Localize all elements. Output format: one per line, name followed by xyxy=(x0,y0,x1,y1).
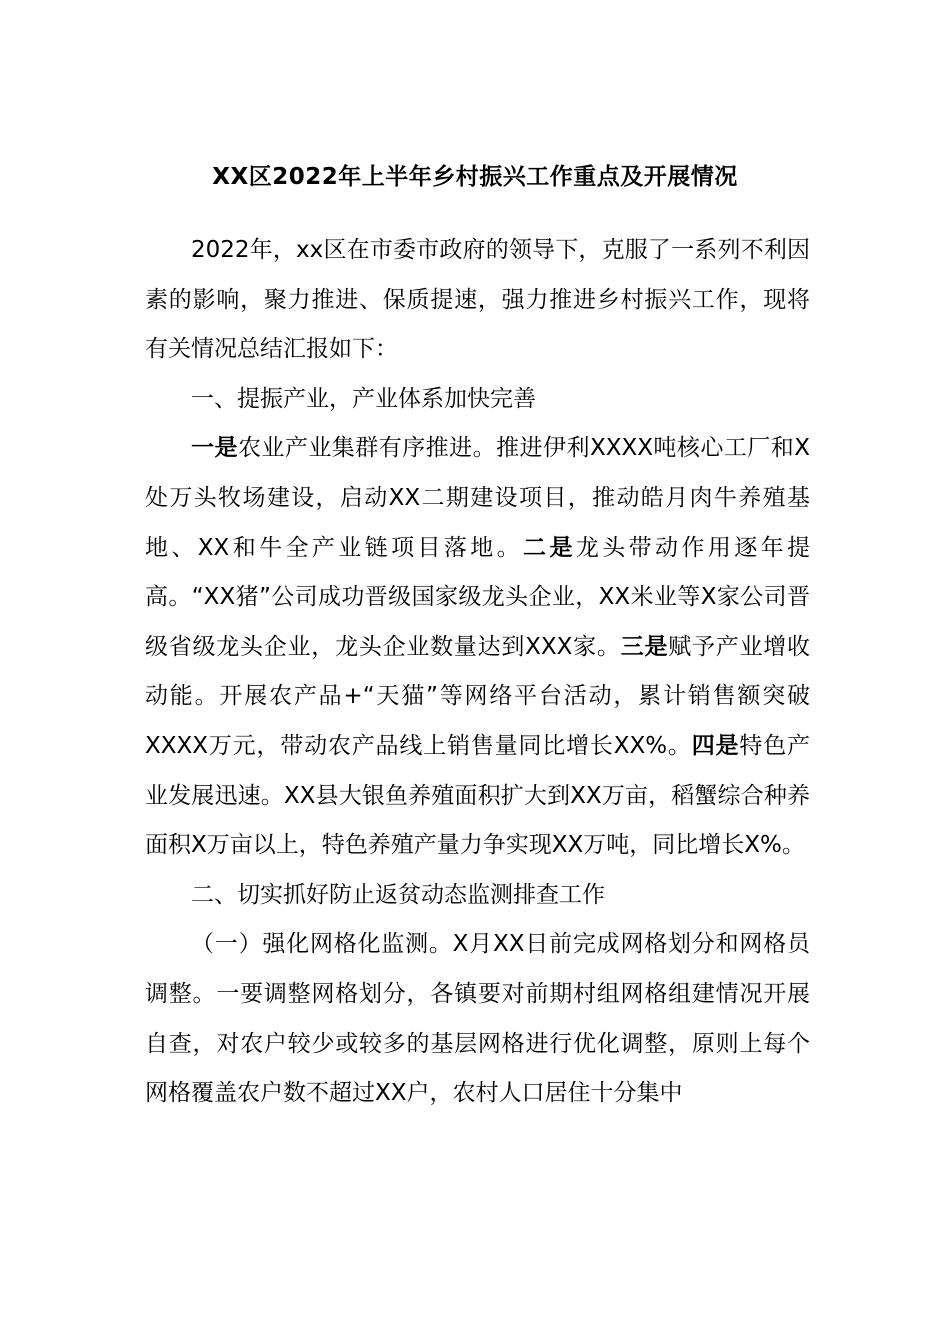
section1-heading: 一、提振产业，产业体系加快完善 xyxy=(191,385,536,412)
item4-label: 四是 xyxy=(691,732,740,759)
item3-label: 三是 xyxy=(620,633,669,660)
section2-sub1-paragraph: （一）强化网格化监测。X月XX日前完成网格划分和网格员调整。一要调整网格划分，各镇要对前期村组网格组建情况开展自查，对农户较少或较多的基层网格进行优化调整，原则上每个网格覆盖农户数不超过XX户，农村人口居住十分集中 xyxy=(145,931,810,1107)
item2-label: 二是 xyxy=(523,534,576,561)
section1-paragraph xyxy=(145,424,810,870)
document-title: XX区2022年上半年乡村振兴工作重点及开展情况 xyxy=(212,164,738,190)
item3-text: 赋予产业增收动能。开展农产品+“天猫”等网络平台活动，累计销售额突破XXXX万元，带动农产品线上销售量同比增长XX%。 xyxy=(145,633,811,759)
item1-text: 农业产业集群有序推进。推进伊利XXXX吨核心工厂和X处万头牧场建设，启动XX二期建设项目，推动皓月肉牛养殖基地、XX和牛全产业链项目落地。 xyxy=(145,435,810,561)
item1-label: 一是 xyxy=(191,435,238,462)
section2-heading: 二、切实抓好防止返贫动态监测排查工作 xyxy=(191,881,605,908)
intro-paragraph: 2022年，xx区在市委市政府的领导下，克服了一系列不利因素的影响，聚力推进、保质提速，强力推进乡村振兴工作，现将有关情况总结汇报如下： xyxy=(145,237,810,363)
item4-text: 特色产业发展迅速。XX县大银鱼养殖面积扩大到XX万亩，稻蟹综合种养面积X万亩以上，特色养殖产量力争实现XX万吨，同比增长X%。 xyxy=(145,732,811,859)
document-body xyxy=(145,226,810,1119)
item2-text: 龙头带动作用逐年提高。“XX猪”公司成功晋级国家级龙头企业，XX米业等X家公司晋级省级龙头企业，龙头企业数量达到XXX家。 xyxy=(145,534,811,660)
